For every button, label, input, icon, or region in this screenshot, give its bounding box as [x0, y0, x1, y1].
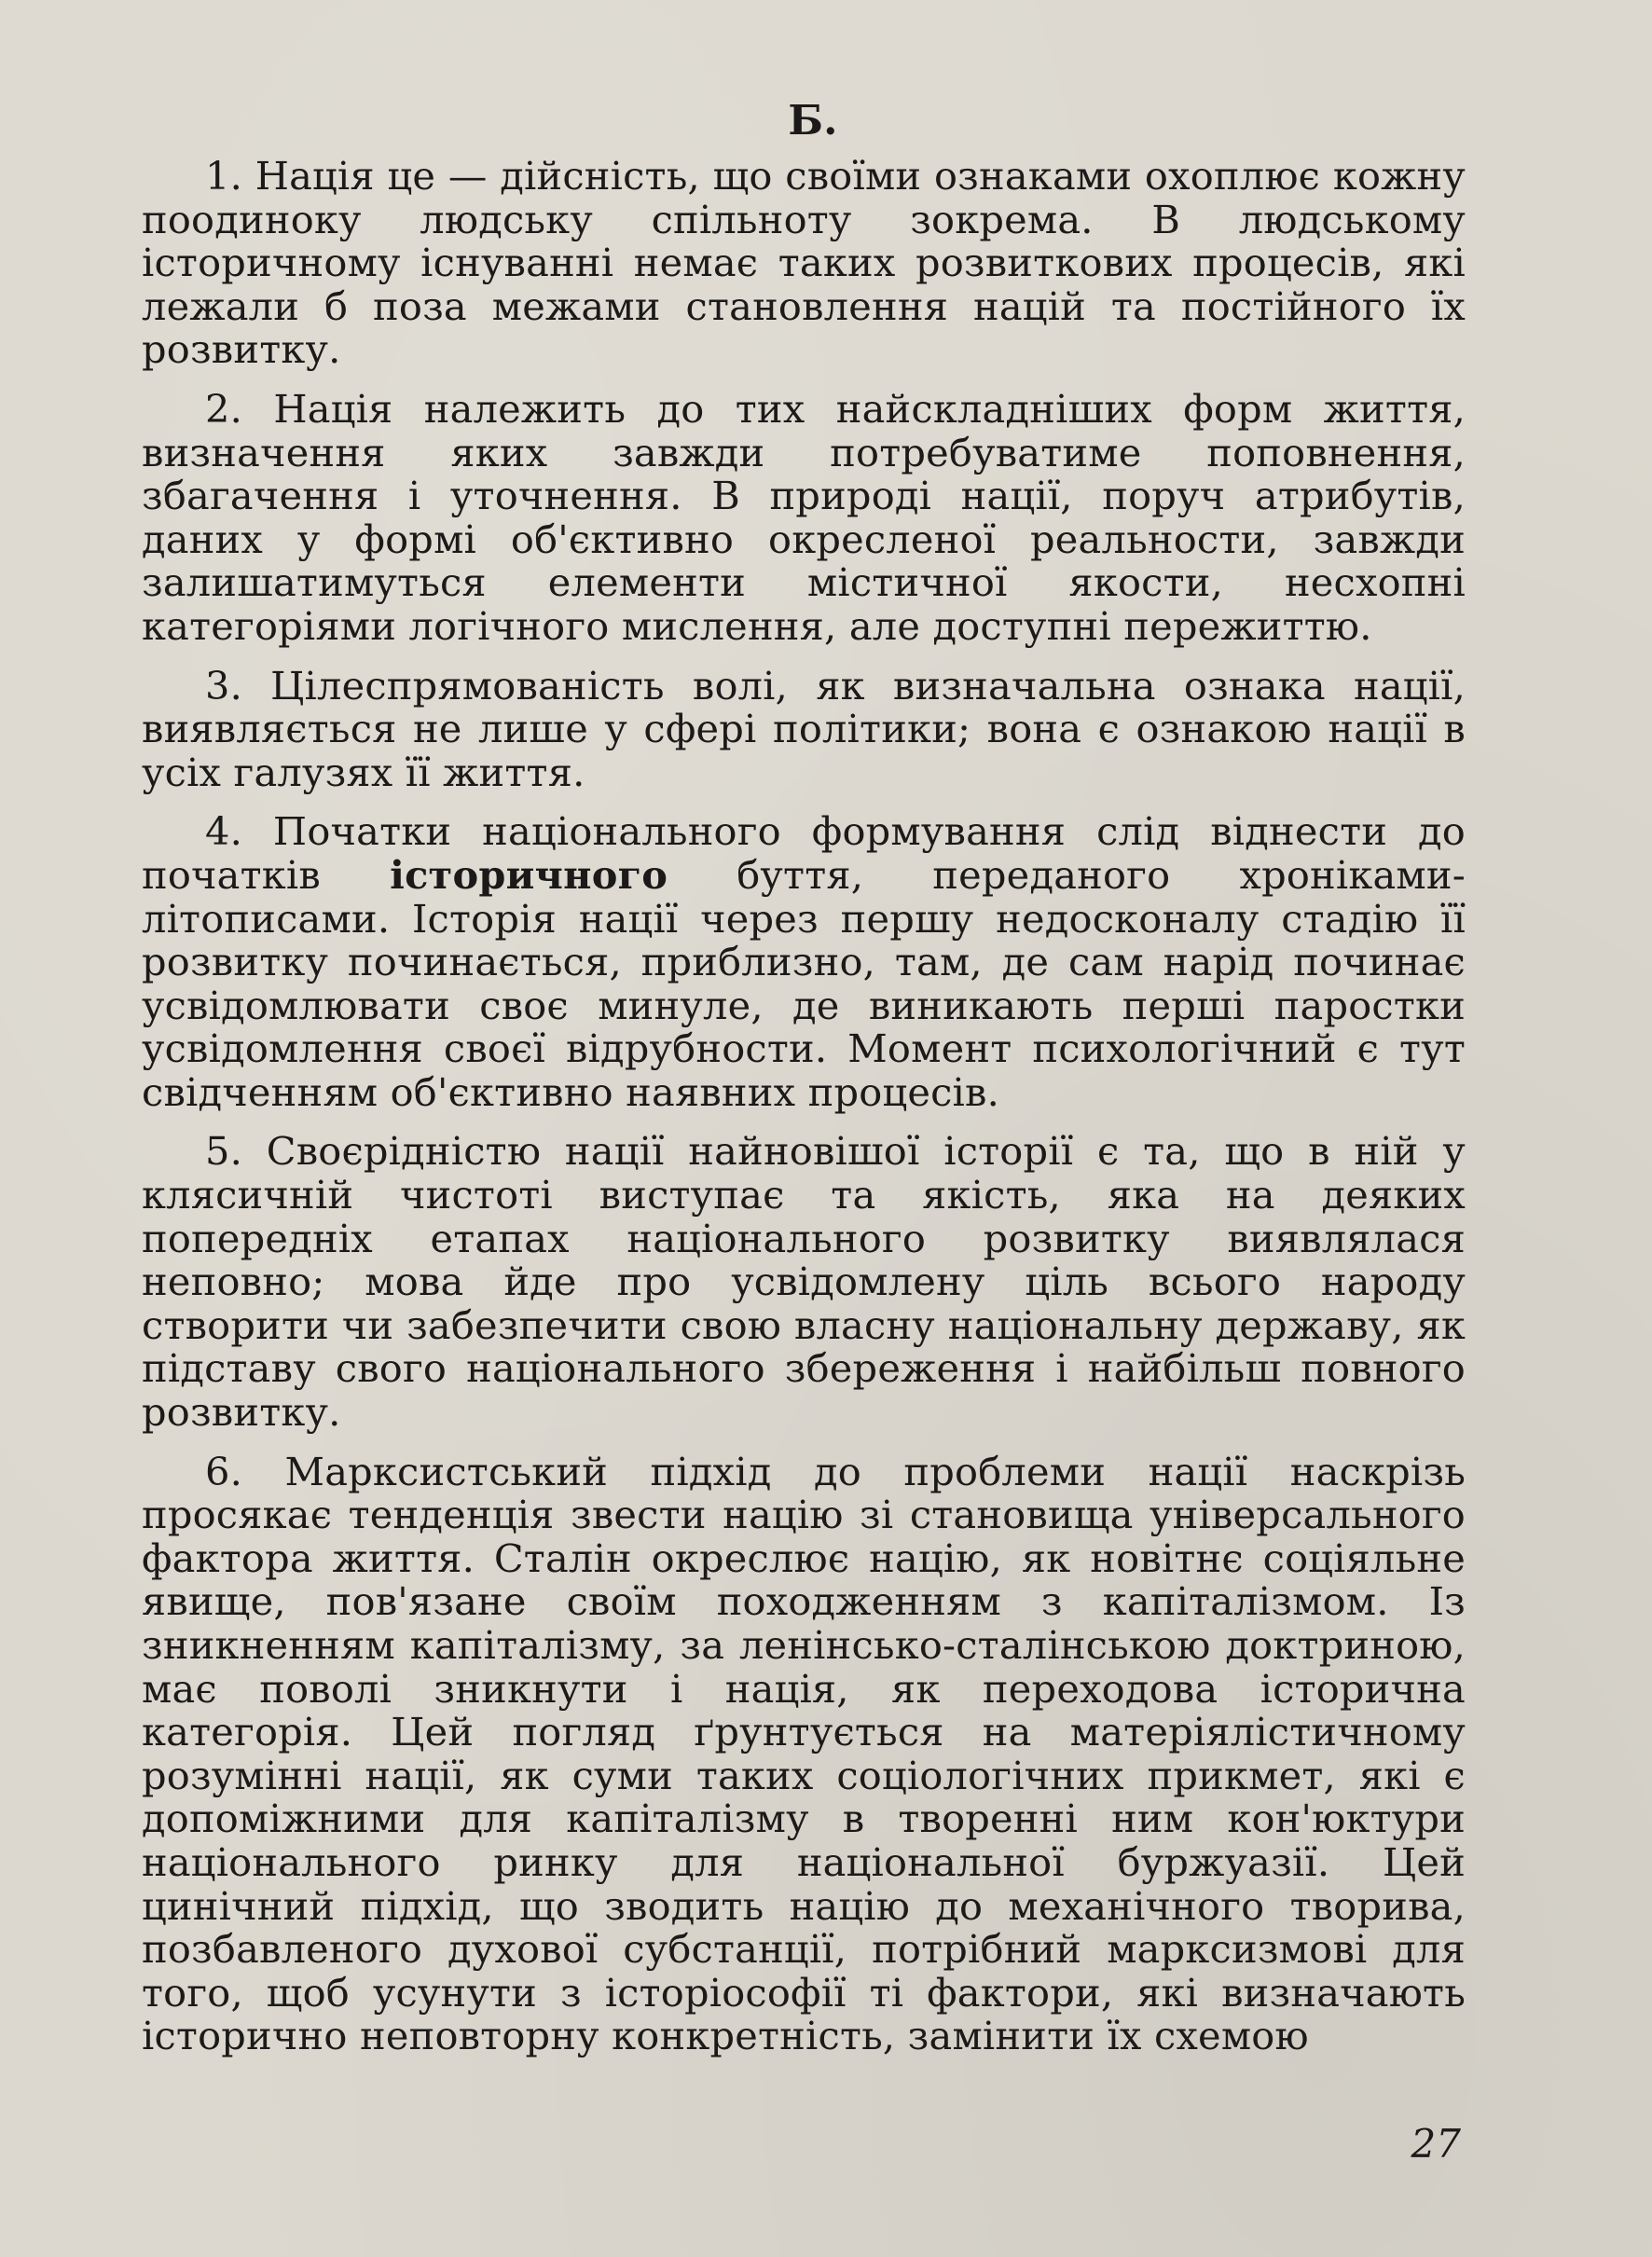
paragraph-3: 3. Цілеспрямованість волі, як визначальна ознака нації, виявляється не лише у сфері політики; вона є ознакою нації в усіх галузях її життя. — [142, 662, 1466, 795]
paragraph-4-bold-word: історичного — [390, 851, 668, 898]
paragraph-1: 1. Нація це — дійсність, що своїми ознаками охоплює кожну поодиноку людську спільноту зокрема. В людському історичному існуванні немає таких розвиткових процесів, які лежали б поза межами становлення націй та постійного їх розвитку. — [142, 153, 1466, 373]
body-text — [142, 93, 1466, 2074]
paragraph-4-end: буття, переданого хроніками-літописами. Історія нації через першу недосконалу стадію її розвитку починається, приблизно, там, де сам нарід починає усвідомлювати своє минуле, де виникають перші паростки усвідомлення своєї відрубности. Момент психологічний є тут свідченням об'єктивно наявних процесів. — [142, 851, 1466, 1115]
section-heading: Б. — [788, 97, 838, 145]
paragraph-4-start: 4. Початки національного формування слід віднести до початків — [142, 808, 1466, 898]
paragraph-5: 5. Своєрідністю нації найновішої історії є та, що в ній у клясичній чистоті виступає та якість, яка на деяких попередніх етапах національного розвитку виявлялася неповно; мова йде про усвідомлену ціль всього народу створити чи забезпечити свою власну національну державу, як підставу свого національного збереження і найбільш повного розвитку. — [142, 1128, 1466, 1436]
paragraph-2: 2. Нація належить до тих найскладніших форм життя, визначення яких завжди потребуватиме поповнення, збагачення і уточнення. В природі нації, поруч атрибутів, даних у формі об'єктивно окресленої реальности, завжди залишатимуться елементи містичної якости, несхопні категоріями логічного мислення, але доступні пережиттю. — [142, 385, 1466, 649]
paragraph-6: 6. Марксистський підхід до проблеми нації наскрізь просякає тенденція звести націю зі становища універсального фактора життя. Сталін окреслює націю, як новітнє соціяльне явище, пов'язане своїм походженням з капіталізмом. Із зникненням капіталізму, за ленінсько-сталінською доктриною, має поволі зникнути і нація, як переходова історична категорія. Цей погляд ґрунтується на матеріялістичному розумінні нації, як суми таких соціологічних прикмет, які є допоміжними для капіталізму в творенні ним кон'юктури національного ринку для національної буржуазії. Цей цинічний підхід, що зводить націю до механічного творива, позбавленого духової субстанції, потрібний марксизмові для того, щоб усунути з історіософії ті фактори, які визначають історично неповторну конкретність, замінити їх схемою — [142, 1448, 1466, 2059]
page-number: 27 — [1411, 2121, 1461, 2167]
paragraph-4 — [142, 810, 1466, 1114]
